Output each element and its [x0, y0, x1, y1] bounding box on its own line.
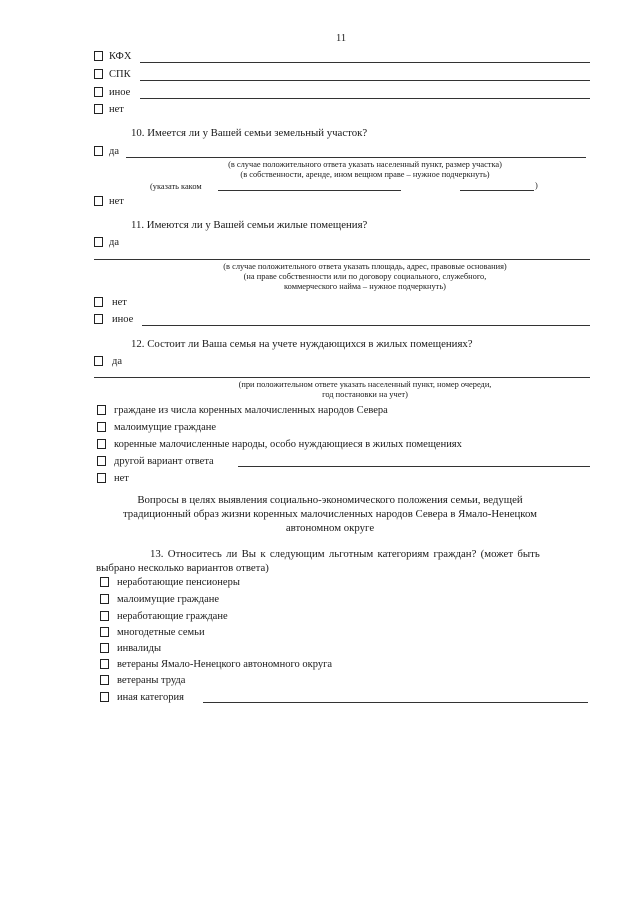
q10-specify-line2 [460, 190, 534, 191]
q11-yes-line [94, 259, 590, 260]
q13-title-line2: выбрано несколько вариантов ответа) [96, 562, 269, 574]
q10-specify-line1 [218, 190, 401, 191]
q13-option-5-label: инвалиды [117, 643, 162, 654]
q10-close-paren: ) [535, 181, 538, 190]
q13-option-3-checkbox[interactable] [100, 611, 109, 621]
q11-other-checkbox[interactable] [94, 314, 103, 324]
q10-yes-checkbox[interactable] [94, 146, 103, 156]
q10-note2: (в собственности, аренде, ином вещном праве – нужное подчеркнуть) [240, 170, 490, 179]
q13-title-line1: 13. Относитесь ли Вы к следующим льготным категориям граждан? (может быть [150, 548, 540, 560]
q12-option-4-checkbox[interactable] [97, 456, 106, 466]
q13-option-2-label: малоимущие граждане [117, 594, 220, 605]
q13-option-6-label: ветераны Ямало-Ненецкого автономного округа [117, 659, 333, 670]
q12-option-1-checkbox[interactable] [97, 405, 106, 415]
q12-yes-label: да [112, 356, 123, 367]
q12-note1: (при положительном ответе указать населенный пункт, номер очереди, [238, 380, 492, 389]
q11-no-checkbox[interactable] [94, 297, 103, 307]
checkbox-none[interactable] [94, 104, 103, 114]
q12-note2: год постановки на учет) [322, 390, 408, 399]
other-line [140, 98, 590, 99]
option-kfh-label: КФХ [109, 51, 132, 62]
q13-option-3-label: неработающие граждане [117, 611, 228, 622]
q12-option-2-checkbox[interactable] [97, 422, 106, 432]
q13-option-2-checkbox[interactable] [100, 594, 109, 604]
q13-option-8-label: иная категория [117, 692, 184, 703]
q11-note1: (в случае положительного ответа указать площадь, адрес, правовые основания) [223, 262, 507, 271]
q13-option-8-line [203, 702, 588, 703]
q13-option-8-checkbox[interactable] [100, 692, 109, 702]
page-number: 11 [336, 33, 347, 44]
option-spk-label: СПК [109, 69, 131, 80]
spk-line [140, 80, 590, 81]
q10-no-checkbox[interactable] [94, 196, 103, 206]
q13-option-1-label: неработающие пенсионеры [117, 577, 240, 588]
section-heading-line3: автономном округе [285, 522, 375, 534]
q10-yes-label: да [109, 146, 120, 157]
checkbox-kfh[interactable] [94, 51, 103, 61]
q11-note3: коммерческого найма – нужное подчеркнуть) [284, 282, 446, 291]
q13-option-4-checkbox[interactable] [100, 627, 109, 637]
q13-option-4-label: многодетные семьи [117, 627, 205, 638]
option-other-label: иное [109, 87, 131, 98]
q12-option-4-line [238, 466, 590, 467]
q11-yes-checkbox[interactable] [94, 237, 103, 247]
q11-yes-label: да [109, 237, 120, 248]
q12-option-3-checkbox[interactable] [97, 439, 106, 449]
q12-option-2-label: малоимущие граждане [114, 422, 217, 433]
q11-note2: (на праве собственности или по договору социального, служебного, [243, 272, 487, 281]
q11-no-label: нет [112, 297, 127, 308]
q13-option-1-checkbox[interactable] [100, 577, 109, 587]
q13-option-7-checkbox[interactable] [100, 675, 109, 685]
q13-option-6-checkbox[interactable] [100, 659, 109, 669]
q10-yes-line [126, 157, 586, 158]
kfh-line [140, 62, 590, 63]
checkbox-spk[interactable] [94, 69, 103, 79]
q13-option-5-checkbox[interactable] [100, 643, 109, 653]
q12-yes-line [94, 377, 590, 378]
section-heading-line1: Вопросы в целях выявления социально-экономического положения семьи, ведущей [137, 494, 523, 506]
q10-title: 10. Имеется ли у Вашей семьи земельный участок? [131, 127, 368, 139]
q11-other-line [142, 325, 590, 326]
q10-specify: (указать каком [150, 182, 202, 191]
option-none-label: нет [109, 104, 124, 115]
q12-option-1-label: граждане из числа коренных малочисленных народов Севера [114, 405, 388, 416]
q11-other-label: иное [112, 314, 134, 325]
checkbox-other[interactable] [94, 87, 103, 97]
section-heading-line2: традиционный образ жизни коренных малочисленных народов Севера в Ямало-Ненецком [122, 508, 538, 520]
q12-option-5-checkbox[interactable] [97, 473, 106, 483]
q11-title: 11. Имеются ли у Вашей семьи жилые помещения? [131, 219, 368, 231]
q13-option-7-label: ветераны труда [117, 675, 186, 686]
q12-option-3-label: коренные малочисленные народы, особо нуждающиеся в жилых помещениях [114, 439, 462, 450]
q12-title: 12. Состоит ли Ваша семья на учете нуждающихся в жилых помещениях? [131, 338, 473, 350]
q12-yes-checkbox[interactable] [94, 356, 103, 366]
q12-option-4-label: другой вариант ответа [114, 456, 214, 467]
q10-no-label: нет [109, 196, 124, 207]
q10-note1: (в случае положительного ответа указать населенный пункт, размер участка) [228, 160, 502, 169]
q12-option-5-label: нет [114, 473, 129, 484]
